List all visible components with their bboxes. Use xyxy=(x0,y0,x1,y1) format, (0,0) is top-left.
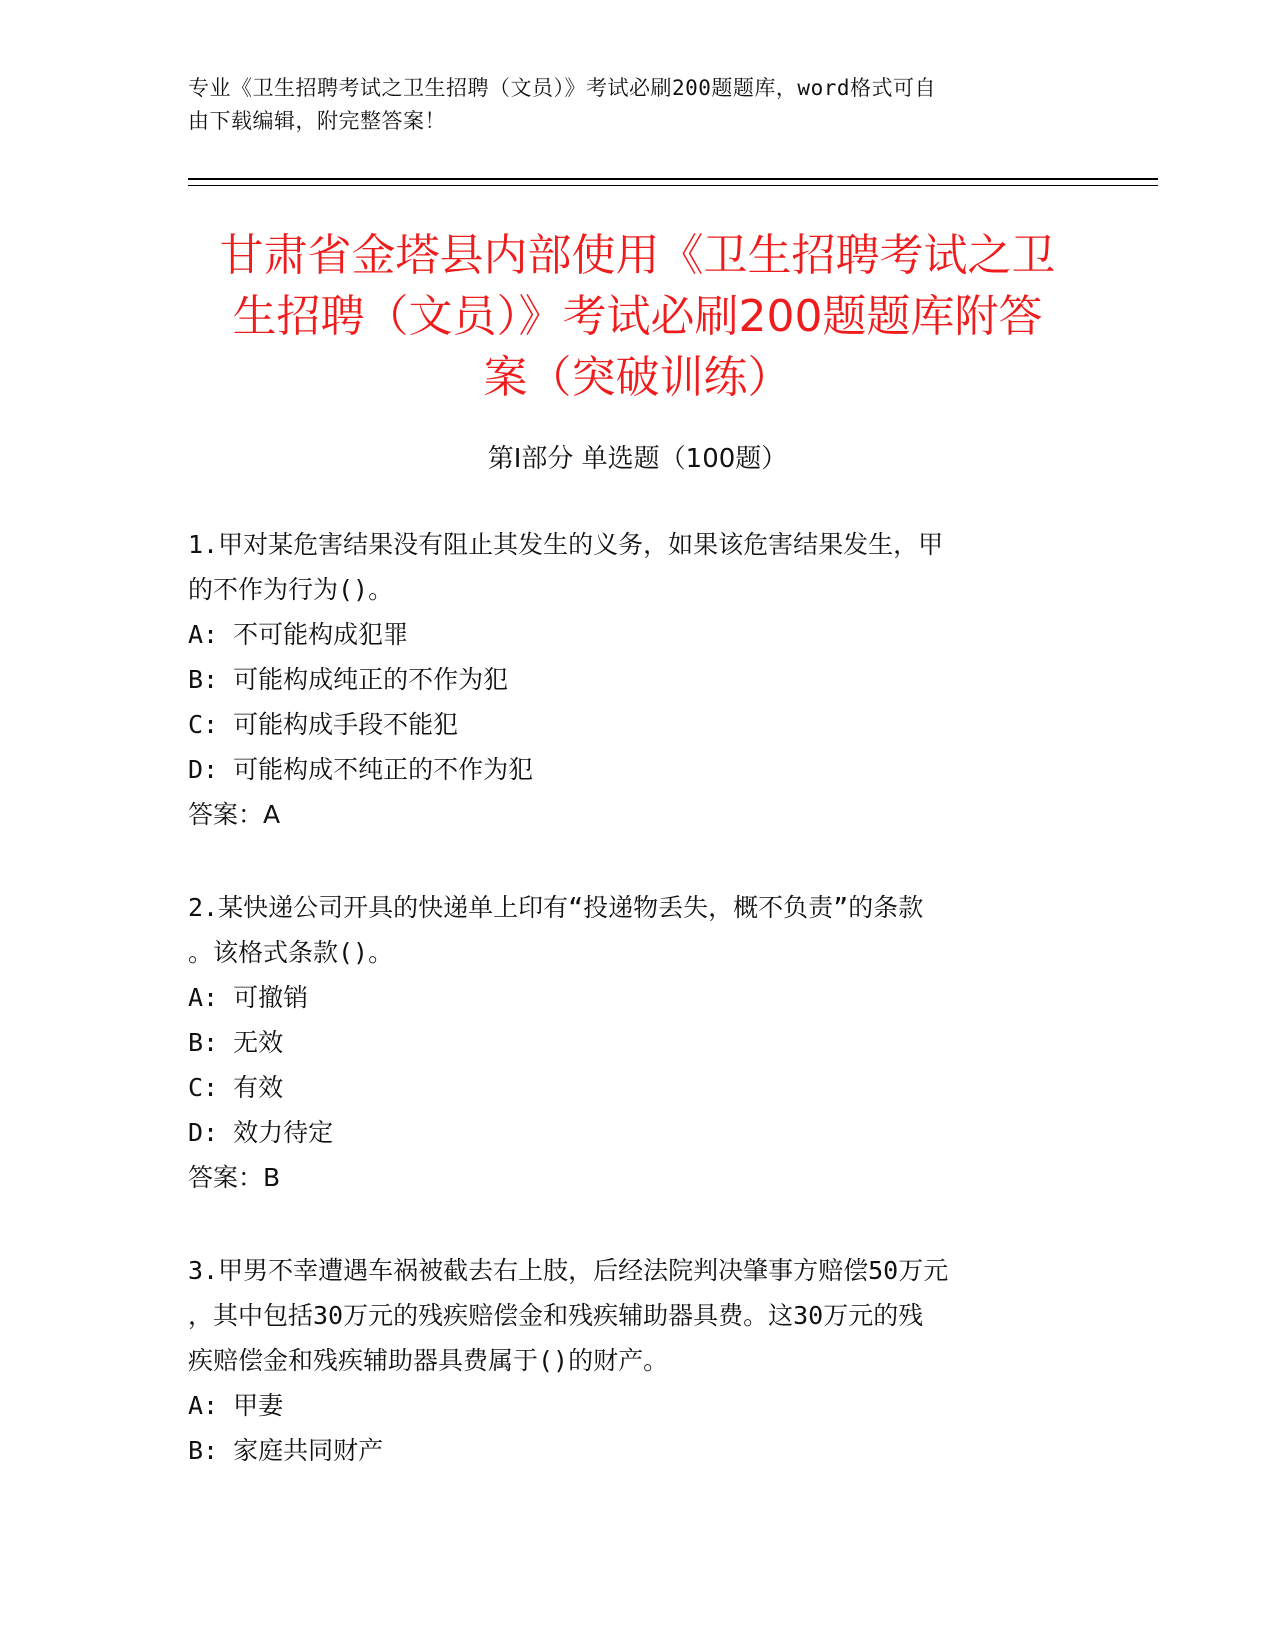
header-rule-thick xyxy=(188,178,1158,180)
option-a: A: 可撤销 xyxy=(188,983,309,1012)
question-stem xyxy=(188,885,1088,975)
question-1 xyxy=(188,522,1088,837)
option-b: B: 家庭共同财产 xyxy=(188,1436,384,1465)
title-line-2: 生招聘（文员）》考试必刷200题题库附答 xyxy=(232,291,1043,342)
option-a: A: 不可能构成犯罪 xyxy=(188,620,409,649)
stem-line: 。该格式条款()。 xyxy=(188,938,394,967)
stem-line: 疾赔偿金和残疾辅助器具费属于()的财产。 xyxy=(188,1346,669,1375)
answer: 答案：A xyxy=(188,800,281,829)
intro-text xyxy=(188,72,1088,138)
question-stem xyxy=(188,1248,1088,1383)
title-line-3: 案（突破训练） xyxy=(483,352,792,403)
intro-line-1: 专业《卫生招聘考试之卫生招聘（文员）》考试必刷200题题库，word格式可自 xyxy=(188,76,936,100)
answer: 答案：B xyxy=(188,1163,281,1192)
option-b: B: 无效 xyxy=(188,1028,284,1057)
option-c: C: 可能构成手段不能犯 xyxy=(188,710,459,739)
section-heading: 第I部分 单选题（100题） xyxy=(487,444,788,474)
header-rule-thin xyxy=(188,185,1158,186)
question-stem xyxy=(188,522,1088,612)
intro-line-2: 由下载编辑，附完整答案！ xyxy=(188,109,446,133)
option-c: C: 有效 xyxy=(188,1073,284,1102)
option-b: B: 可能构成纯正的不作为犯 xyxy=(188,665,509,694)
option-d: D: 效力待定 xyxy=(188,1118,334,1147)
option-d: D: 可能构成不纯正的不作为犯 xyxy=(188,755,534,784)
stem-line: 3.甲男不幸遭遇车祸被截去右上肢，后经法院判决肇事方赔偿50万元 xyxy=(188,1256,949,1285)
option-a: A: 甲妻 xyxy=(188,1391,284,1420)
stem-line: 1.甲对某危害结果没有阻止其发生的义务，如果该危害结果发生，甲 xyxy=(188,530,944,559)
question-2 xyxy=(188,885,1088,1200)
stem-line: 2.某快递公司开具的快递单上印有“投递物丢失，概不负责”的条款 xyxy=(188,893,924,922)
question-3 xyxy=(188,1248,1088,1473)
stem-line: 的不作为行为()。 xyxy=(188,575,394,604)
stem-line: ，其中包括30万元的残疾赔偿金和残疾辅助器具费。这30万元的残 xyxy=(188,1301,924,1330)
title-line-1: 甘肃省金塔县内部使用《卫生招聘考试之卫 xyxy=(219,230,1056,281)
document-title xyxy=(185,225,1090,408)
